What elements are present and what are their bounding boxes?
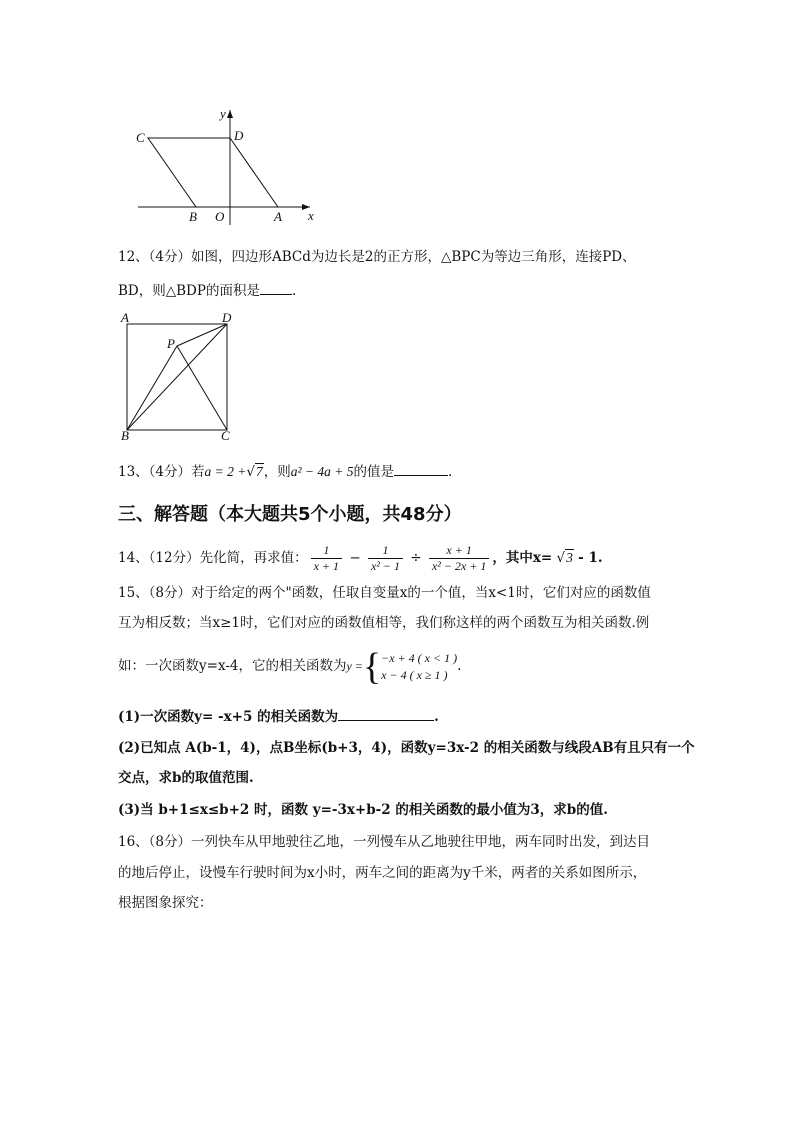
- q15-example-end: .: [457, 658, 462, 674]
- q16-line2: 的地后停止，设慢车行驶时间为x小时，两车之间的距离为y千米，两者的关系如图所示，: [118, 865, 647, 881]
- segment-pd: [177, 324, 227, 346]
- q15-line3: [118, 646, 461, 686]
- q15-part1: [118, 707, 439, 726]
- q12-line2: [118, 281, 296, 300]
- label-x: x: [308, 208, 314, 223]
- figure-12-square: [115, 308, 245, 443]
- case-2: x − 4 ( x ≥ 1 ): [381, 667, 448, 682]
- q13-prefix: 13、（4分）若: [118, 464, 205, 480]
- label-O: O: [215, 209, 225, 224]
- figure-11-parallelogram: [120, 100, 330, 230]
- q15-part3: (3)当 b+1≤x≤b+2 时，函数 y=-3x+b-2 的相关函数的最小值为3，求b的值.: [118, 802, 608, 818]
- fraction-1: $\frac{1}{x + 1}$: [311, 543, 342, 574]
- fraction-3: $\frac{x + 1}{\text{x² − 2x + 1}}$: [429, 543, 489, 574]
- q12-text-1: 12、（4分）如图，四边形ABCd为边长是2的正方形，△BPC为等边三角形，连接PD、: [118, 249, 636, 265]
- minus-sign: −: [349, 550, 361, 566]
- q13-expr-b: a² − 4a + 5: [290, 464, 354, 479]
- q16-line1: 16、（8分）一列快车从甲地驶往乙地，一列慢车从乙地驶往甲地，两车同时出发，到达目: [118, 834, 651, 850]
- piecewise-function: y ={ −x + 4 ( x < 1 ) x − 4 ( x ≥ 1 ): [346, 645, 458, 688]
- label-B: B: [121, 428, 129, 443]
- parallelogram-shape: [148, 138, 278, 207]
- case-1: −x + 4 ( x < 1 ): [381, 650, 458, 665]
- label-A: A: [121, 310, 129, 325]
- q14-sqrt-3: 3: [566, 550, 573, 565]
- label-A: A: [274, 209, 282, 224]
- label-B: B: [189, 209, 197, 224]
- q13-mid: ，则: [263, 464, 291, 480]
- segment-pc: [177, 346, 227, 430]
- answer-blank[interactable]: [338, 707, 434, 721]
- label-D: D: [222, 310, 232, 325]
- label-C: C: [221, 428, 230, 443]
- q15-part1-end: .: [434, 709, 439, 725]
- segment-bd: [127, 324, 227, 430]
- q15-part1-text: (1)一次函数y= -x+5 的相关函数为: [118, 709, 339, 725]
- q15-part2-line1: (2)已知点 A(b-1，4)，点B坐标(b+3，4)，函数y=3x-2 的相关函数与线段AB有且只有一个: [118, 740, 695, 756]
- q14-condition: ，其中x=: [492, 550, 553, 566]
- segment-bp: [127, 346, 177, 430]
- q13-sqrt-7: 7: [256, 464, 263, 479]
- q16-line3: 根据图象探究：: [118, 895, 213, 911]
- q12-end: .: [291, 283, 297, 299]
- q15-example-prefix: 如：一次函数y=x-4，它的相关函数为: [118, 658, 347, 674]
- answer-blank[interactable]: [394, 462, 448, 476]
- label-y: y: [220, 106, 226, 121]
- fraction-2: $\frac{1}{\text{x² − 1}}$: [368, 543, 403, 574]
- q13-line: 13、（4分）若a = 2 +√7，则a² − 4a + 5的值是 .: [118, 464, 453, 480]
- section-heading: 三、解答题（本大题共5个小题，共48分）: [118, 504, 462, 525]
- label-P: P: [167, 336, 175, 351]
- label-D: D: [234, 128, 244, 143]
- q14-line: 14、（12分）先化简，再求值： $\frac{1}{x + 1}$ − $\frac{1}{\text{x² − 1}}$ ÷ $\frac{x + 1}{\text{x² − 2x + 1}}$ ，其中x= √3 - 1.: [118, 543, 603, 573]
- answer-blank[interactable]: [260, 281, 292, 295]
- q14-prefix: 14、（12分）先化简，再求值：: [118, 550, 308, 566]
- q15-line1: 15、（8分）对于给定的两个"函数，任取自变量x的一个值，当x<1时，它们对应的函数值: [118, 585, 651, 601]
- q15-part2-line2: 交点，求b的取值范围.: [118, 770, 254, 786]
- q14-tail: - 1.: [578, 550, 603, 566]
- q15-line2: 互为相反数；当x≥1时，它们对应的函数值相等，我们称这样的两个函数互为相关函数.例: [118, 615, 650, 631]
- label-C: C: [136, 130, 145, 145]
- q13-post: 的值是: [353, 464, 395, 480]
- q13-end: .: [448, 464, 453, 480]
- q13-expr-a: a = 2 +: [204, 464, 247, 479]
- q12-line1: [118, 248, 636, 266]
- q12-text-2: BD，则△BDP的面积是: [118, 283, 260, 299]
- y-axis-arrow-icon: [227, 110, 233, 118]
- divide-sign: ÷: [410, 550, 422, 566]
